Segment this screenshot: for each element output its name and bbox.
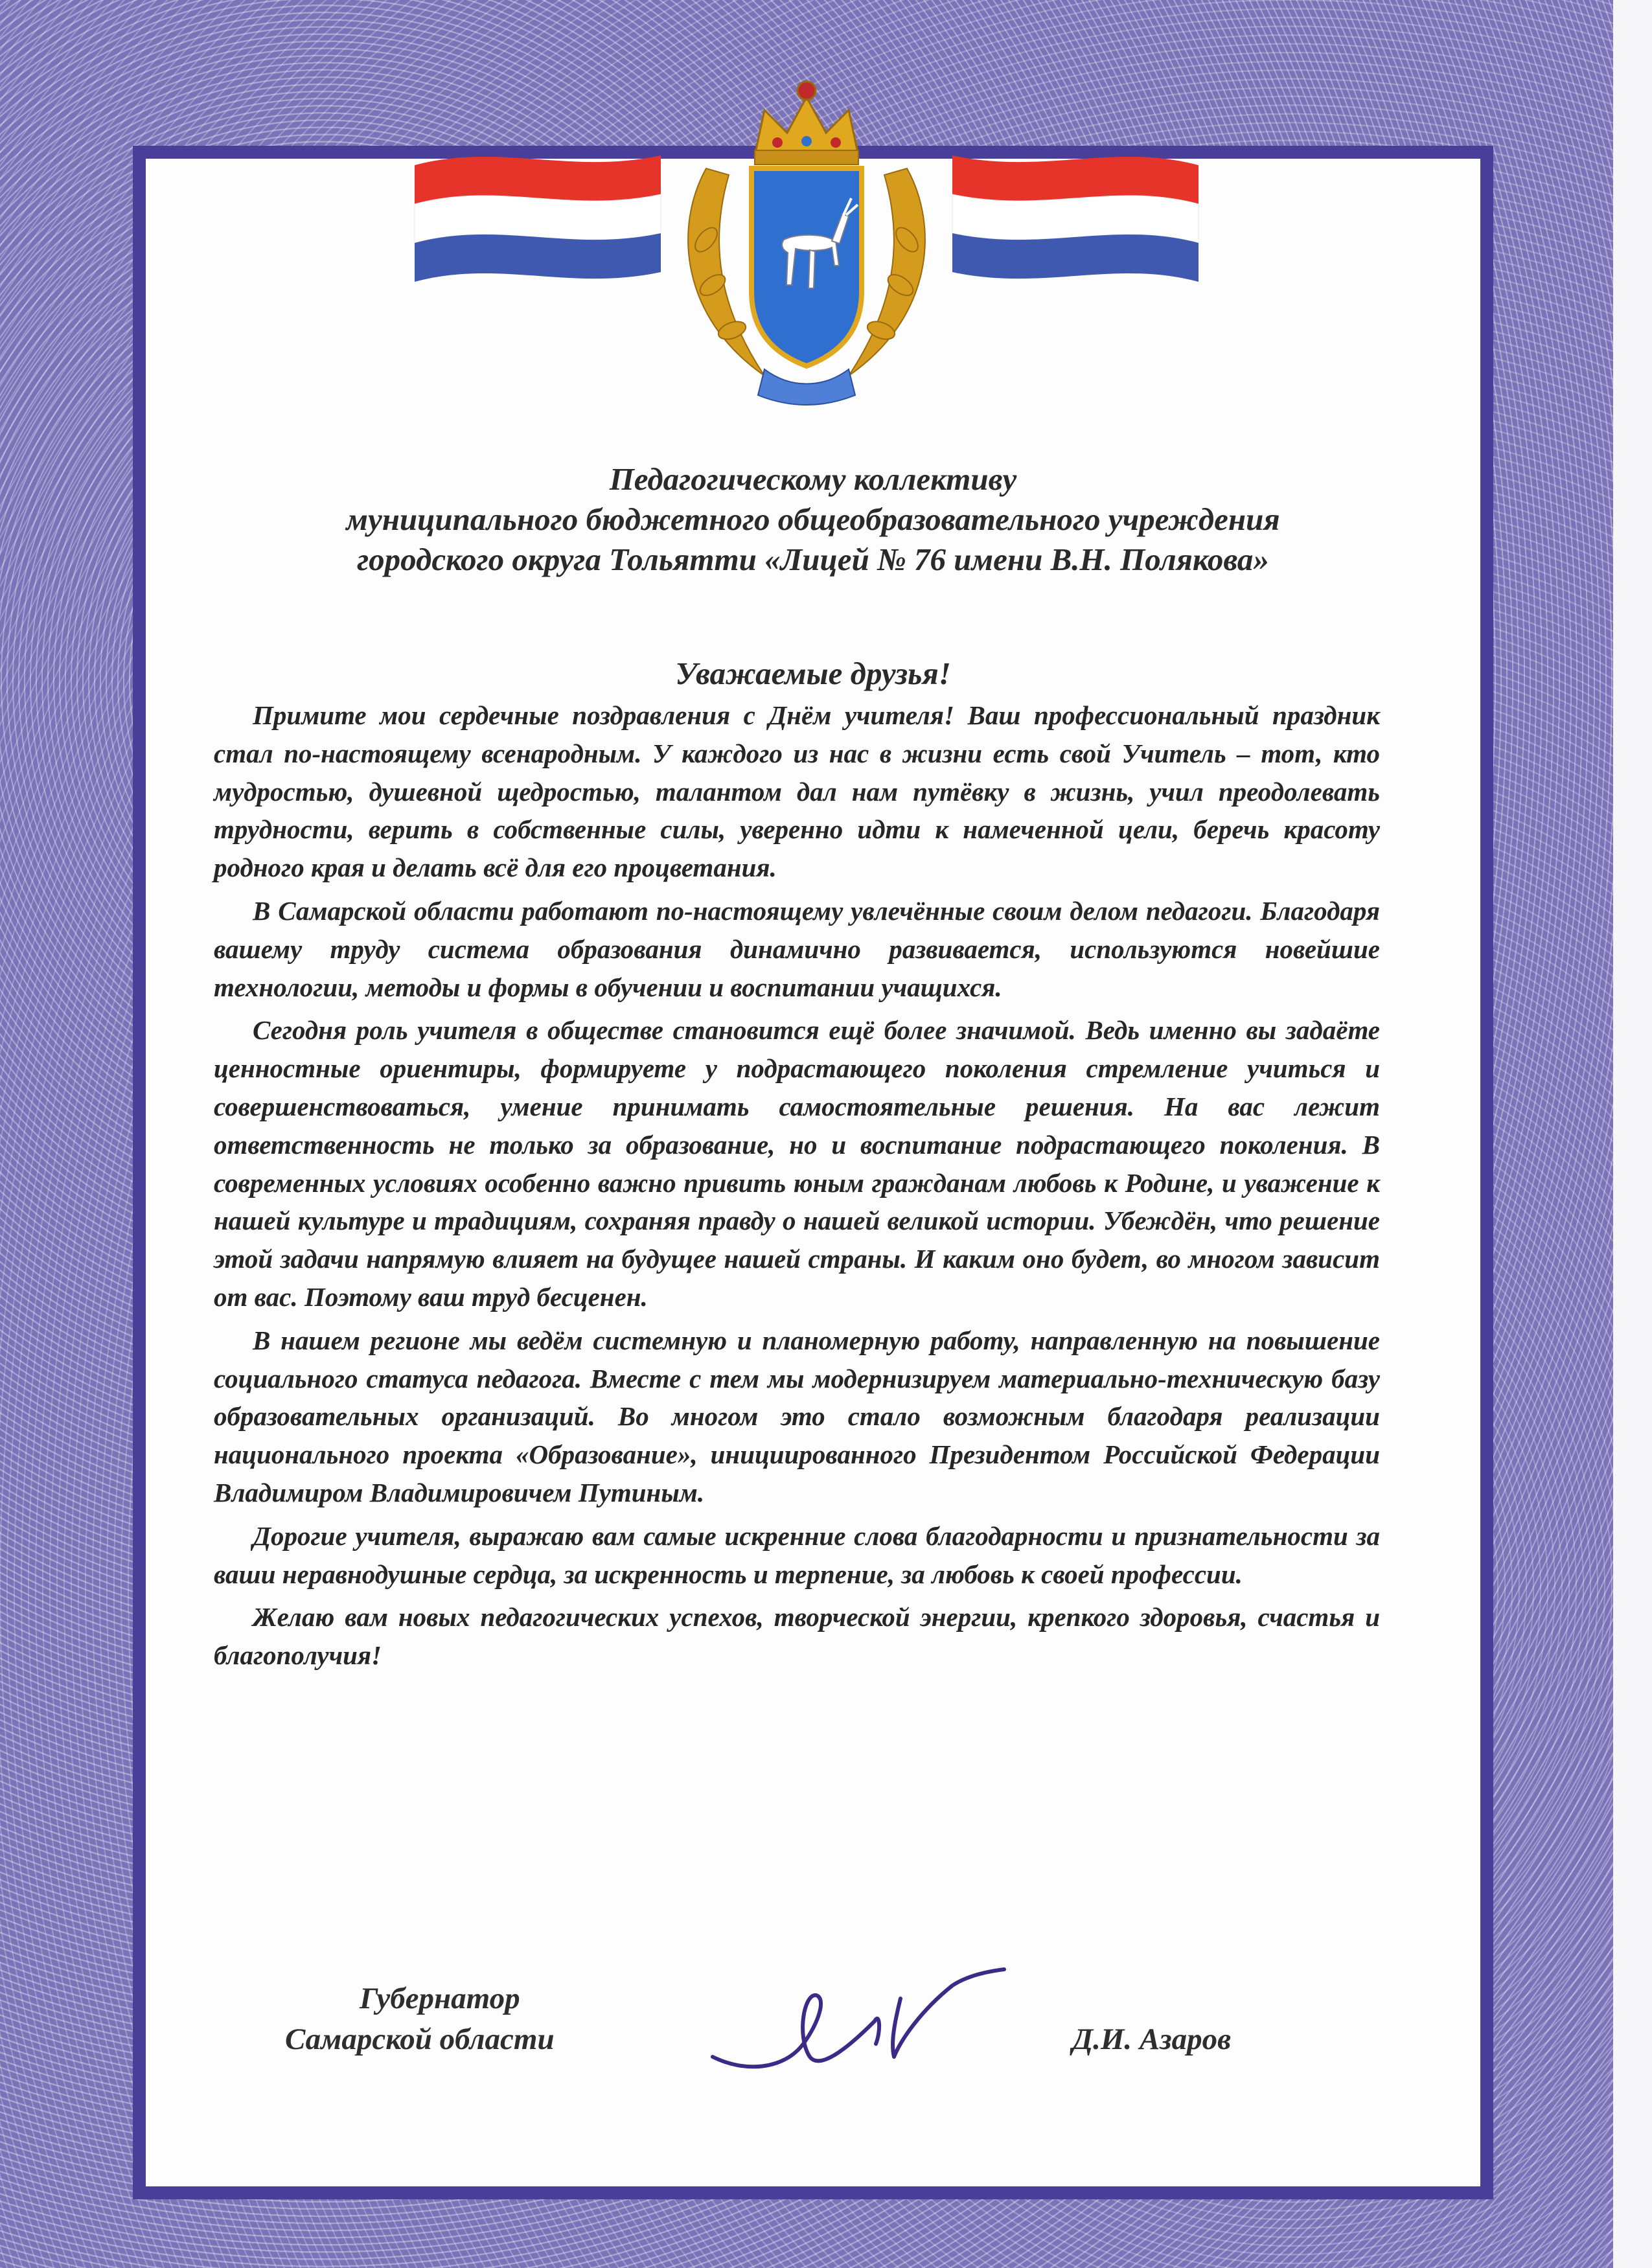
signatory-name: Д.И. Азаров: [1072, 2022, 1232, 2056]
samara-coat-of-arms-icon: [402, 71, 1211, 408]
addressee-line-3: городского округа Тольятти «Лицей № 76 имени В.Н. Полякова»: [357, 542, 1269, 577]
crown: [755, 82, 858, 165]
paragraph-1: Примите мои сердечные поздравления с Днём учителя! Ваш профессиональный праздник стал по-настоящему всенародным. У каждого из нас в жизни есть свой Учитель – тот, кто мудростью, душевной щедростью, талантом дал нам путёвку в жизнь, учил преодолевать трудности, верить в собственные силы, уверенно идти к намеченной цели, беречь красоту родного края и делать всё для его процветания.: [214, 700, 1380, 883]
handwritten-signature-icon: [706, 1960, 1043, 2089]
right-flag: [952, 155, 1199, 282]
shield: [751, 168, 862, 366]
ribbon: [758, 369, 855, 405]
paragraph-3: Сегодня роль учителя в обществе становится ещё более значимой. Ведь именно вы задаёте ценностные ориентиры, формируете у подрастающего поколения стремление учиться и совершенствоваться, умение принимать самостоятельные решения. На вас лежит ответственность не только за образование, но и воспитание подрастающего поколения. В современных условиях особенно важно привить юным гражданам любовь к Родине, и уважение к нашей культуре и традициям, сохраняя правду о нашей великой истории. Убеждён, что решение этой задачи напрямую влияет на будущее нашей страны. И каким оно будет, во многом зависит от вас. Поэтому ваш труд бесценен.: [214, 1015, 1380, 1312]
signatory-position-line-2: Самарской области: [285, 2022, 555, 2056]
signatory-position-line-1: Губернатор: [360, 1982, 520, 2015]
addressee-line-2: муниципального бюджетного общеобразовательного учреждения: [346, 501, 1280, 537]
paragraph-2: В Самарской области работают по-настоящему увлечённые своим делом педагоги. Благодаря вашему труду система образования динамично развивается, используются новейшие технологии, методы и формы в обучении и воспитании учащихся.: [214, 895, 1380, 1002]
addressee-line-1: Педагогическому коллективу: [609, 461, 1017, 497]
paragraph-6: Желаю вам новых педагогических успехов, творческой энергии, крепкого здоровья, счастья и благополучия!: [214, 1602, 1380, 1671]
paragraph-4: В нашем регионе мы ведём системную и планомерную работу, направленную на повышение социального статуса педагога. Вместе с тем мы модернизируем материально-техническую базу образовательных организаций. Во многом это стало возможным благодаря реализации национального проекта «Образование», инициированного Президентом Российской Федерации Владимиром Владимировичем Путиным.: [214, 1325, 1380, 1507]
salutation: Уважаемые друзья!: [675, 656, 951, 691]
paragraph-5: Дорогие учителя, выражаю вам самые искренние слова благодарности и признательности за ваши неравнодушные сердца, за искренность и терпение, за любовь к своей профессии.: [214, 1520, 1380, 1589]
scan-edge: [1613, 0, 1652, 2268]
letter-body: [214, 696, 1380, 1675]
left-flag: [415, 155, 661, 282]
